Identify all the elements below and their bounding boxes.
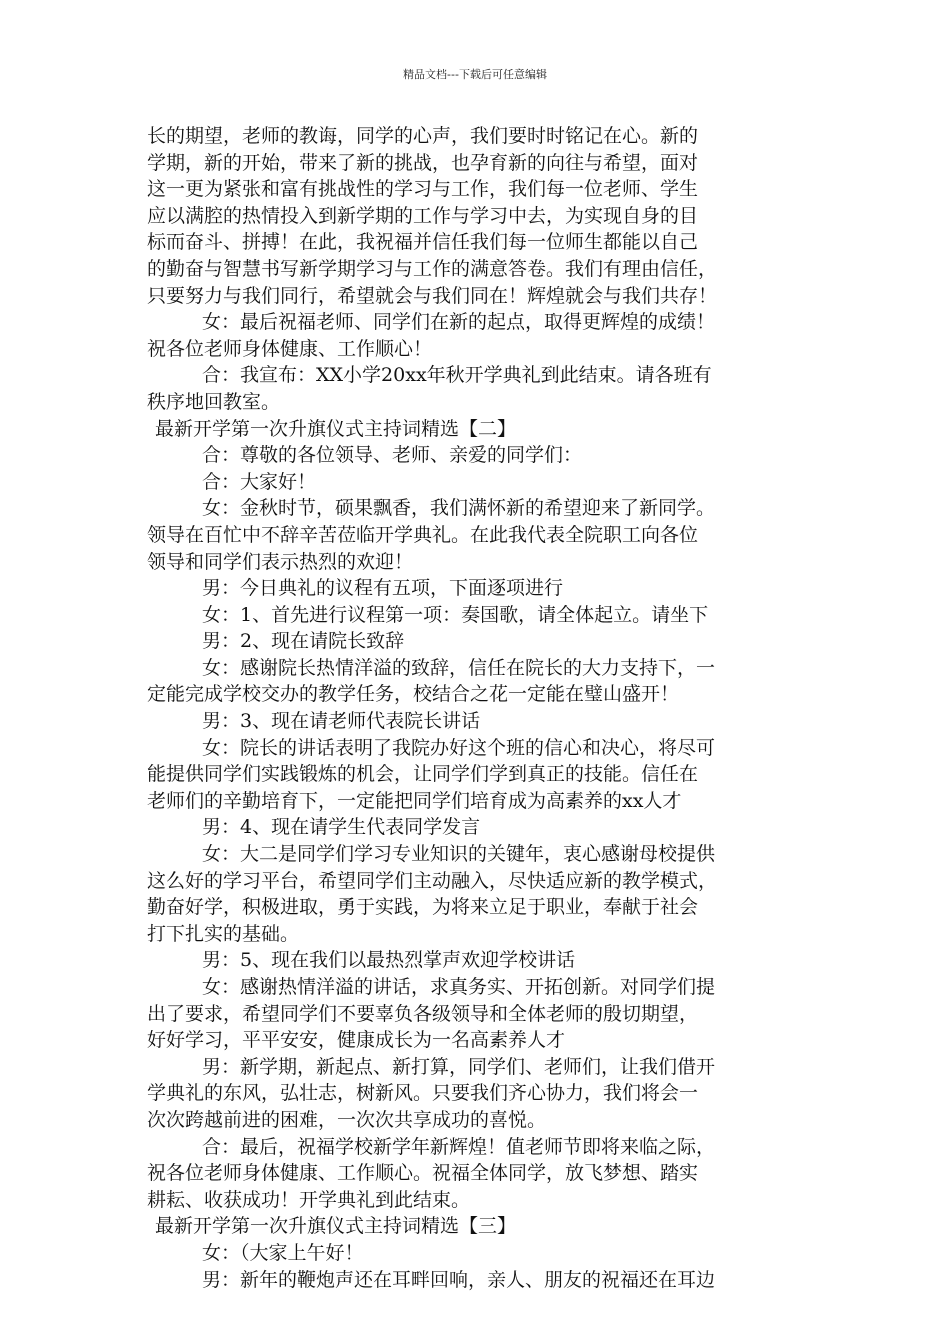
text-line: 秩序地回教室。 xyxy=(147,390,281,413)
text-line: 女：（大家上午好！ xyxy=(202,1241,364,1264)
text-line: 的勤奋与智慧书写新学期学习与工作的满意答卷。我们有理由信任， xyxy=(147,257,718,280)
text-line: 领导和同学们表示热烈的欢迎！ xyxy=(147,550,414,573)
text-line: 这一更为紧张和富有挑战性的学习与工作，我们每一位老师、学生 xyxy=(147,178,699,201)
text-line: 女：大二是同学们学习专业知识的关键年，衷心感谢母校提供 xyxy=(202,843,716,866)
text-line: 女：感谢热情洋溢的讲话，求真务实、开拓创新。对同学们提 xyxy=(202,976,716,998)
text-line: 好好学习，平平安安，健康成长为一名高素养人才 xyxy=(147,1029,566,1052)
text-line: 男：今日典礼的议程有五项，下面逐项进行 xyxy=(202,577,564,600)
text-line: 只要努力与我们同行，希望就会与我们同在！辉煌就会与我们共存！ xyxy=(147,284,718,307)
text-line: 男：新年的鞭炮声还在耳畔回响，亲人、朋友的祝福还在耳边 xyxy=(202,1268,716,1291)
text-line: 长的期望，老师的教诲，同学的心声，我们要时时铭记在心。新的 xyxy=(147,125,699,147)
text-line: 女：最后祝福老师、同学们在新的起点，取得更辉煌的成绩！ xyxy=(202,311,716,334)
text-line: 男：4、现在请学生代表同学发言 xyxy=(202,816,481,839)
text-line: 耕耘、收获成功！开学典礼到此结束。 xyxy=(147,1188,471,1211)
text-line: 标而奋斗、拼搏！在此，我祝福并信任我们每一位师生都能以自己 xyxy=(147,231,699,254)
text-line: 这么好的学习平台，希望同学们主动融入，尽快适应新的教学模式， xyxy=(147,869,718,892)
text-line: 祝各位老师身体健康、工作顺心。祝福全体同学，放飞梦想、踏实 xyxy=(147,1162,699,1185)
text-line: 能提供同学们实践锻炼的机会，让同学们学到真正的技能。信任在 xyxy=(147,763,699,786)
section-heading: 最新开学第一次升旗仪式主持词精选【三】 xyxy=(155,1215,517,1238)
text-line: 男：2、现在请院长致辞 xyxy=(202,630,405,653)
text-line: 学期，新的开始，带来了新的挑战，也孕育新的向往与希望，面对 xyxy=(147,151,699,174)
text-line: 祝各位老师身体健康、工作顺心！ xyxy=(147,337,433,360)
text-line: 次次跨越前进的困难，一次次共享成功的喜悦。 xyxy=(147,1108,547,1131)
text-line: 打下扎实的基础。 xyxy=(147,922,300,945)
document-body xyxy=(147,123,807,1293)
text-line: 男：5、现在我们以最热烈掌声欢迎学校讲话 xyxy=(202,949,576,972)
text-line: 合：最后，祝福学校新学年新辉煌！值老师节即将来临之际， xyxy=(202,1135,716,1158)
text-line: 勤奋好学，积极进取，勇于实践，为将来立足于职业，奉献于社会 xyxy=(147,896,699,919)
text-line: 定能完成学校交办的教学任务，校结合之花一定能在璧山盛开！ xyxy=(147,683,680,706)
text-line: 男：3、现在请老师代表院长讲话 xyxy=(202,710,481,733)
text-line: 老师们的辛勤培育下，一定能把同学们培育成为高素养的xx人才 xyxy=(147,789,682,812)
text-line: 女：院长的讲话表明了我院办好这个班的信心和决心，将尽可 xyxy=(202,736,716,759)
text-line: 女：1、首先进行议程第一项：奏国歌，请全体起立。请坐下 xyxy=(202,603,709,626)
section-heading: 最新开学第一次升旗仪式主持词精选【二】 xyxy=(155,417,517,440)
text-line: 男：新学期，新起点、新打算，同学们、老师们，让我们借开 xyxy=(202,1055,716,1078)
text-line: 女：金秋时节，硕果飘香，我们满怀新的希望迎来了新同学。 xyxy=(202,497,716,520)
text-line: 合：大家好！ xyxy=(202,470,317,493)
text-line: 领导在百忙中不辞辛苦莅临开学典礼。在此我代表全院职工向各位 xyxy=(147,523,699,546)
text-line: 合：我宣布：XX小学20xx年秋开学典礼到此结束。请各班有 xyxy=(202,364,712,387)
text-line: 应以满腔的热情投入到新学期的工作与学习中去，为实现自身的目 xyxy=(147,204,699,227)
text-line: 合：尊敬的各位领导、老师、亲爱的同学们： xyxy=(202,444,583,467)
text-line: 学典礼的东风，弘壮志，树新风。只要我们齐心协力，我们将会一 xyxy=(147,1082,699,1105)
text-line: 女：感谢院长热情洋溢的致辞，信任在院长的大力支持下，一 xyxy=(202,656,716,679)
page-header: 精品文档---下载后可任意编辑 xyxy=(403,68,547,81)
text-line: 出了要求，希望同学们不要辜负各级领导和全体老师的殷切期望， xyxy=(147,1002,699,1025)
